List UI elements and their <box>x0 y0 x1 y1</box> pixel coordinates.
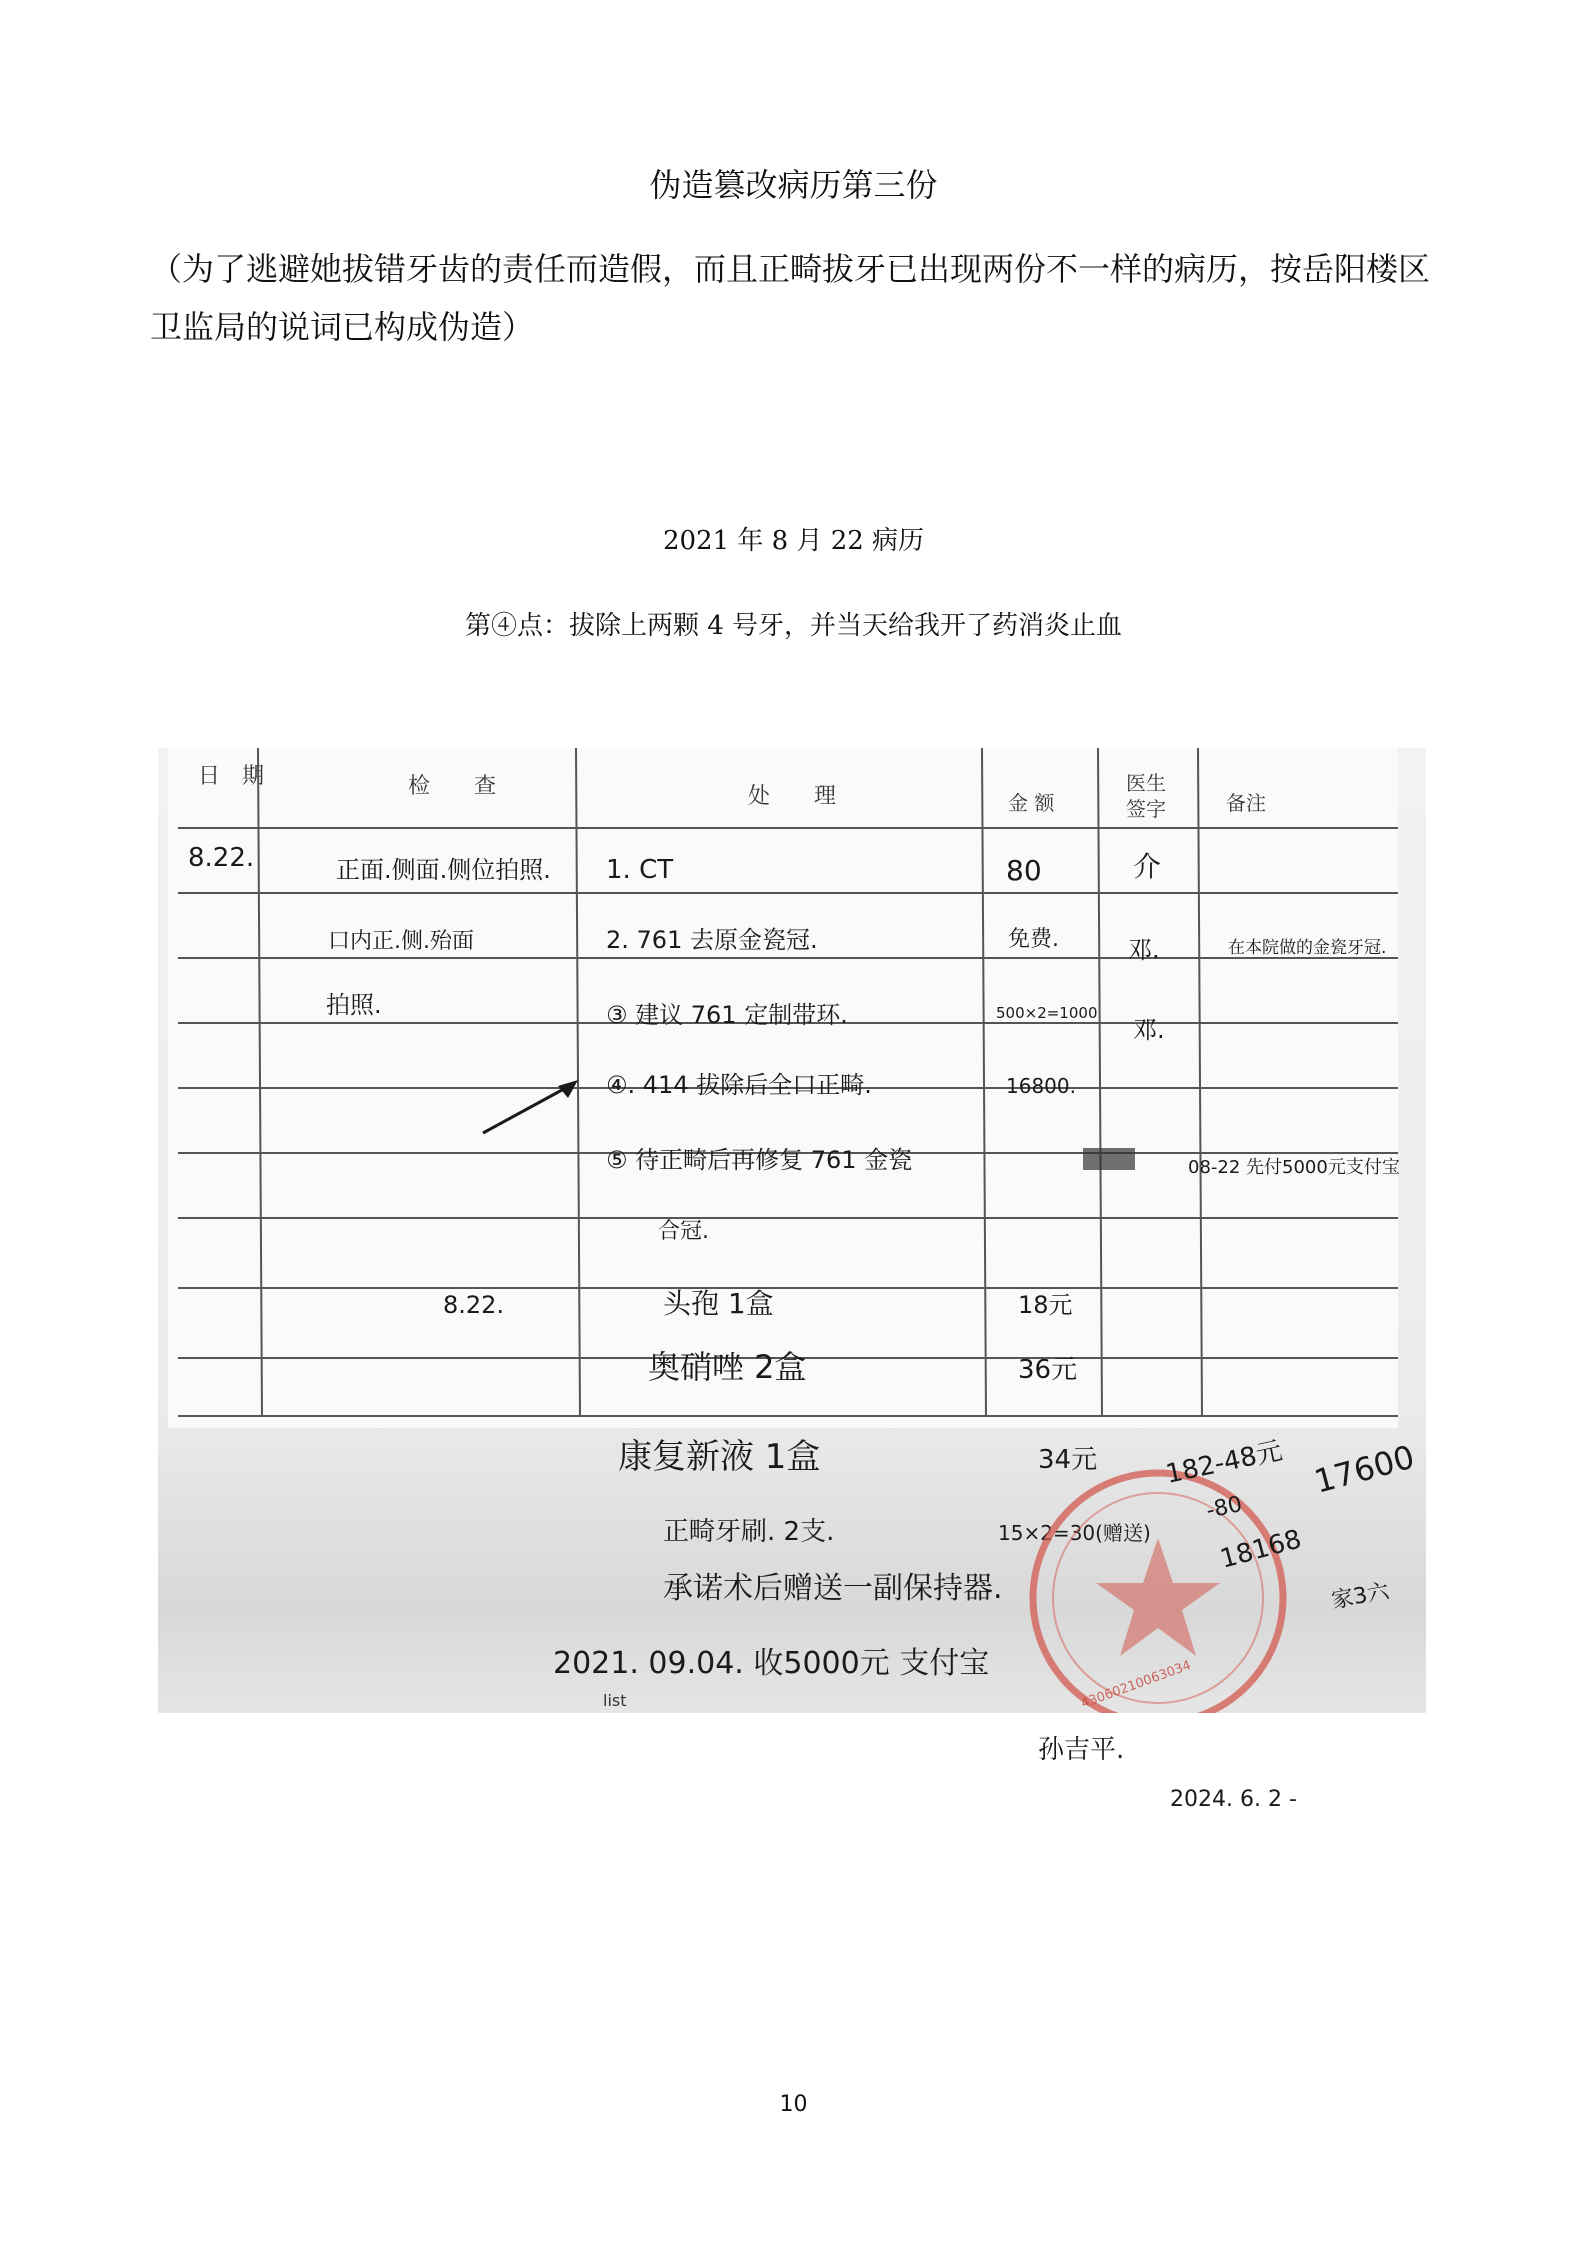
document-title: 伪造篡改病历第三份 <box>649 166 938 204</box>
treatment-2: 2. 761 去原金瓷冠. <box>606 926 818 954</box>
amount-4: 16800. <box>1006 1074 1076 1098</box>
intro-paragraph: （为了逃避她拔错牙齿的责任而造假，而且正畸拔牙已出现两份不一样的病历，按岳阳楼区卫监局的说词已构成伪造） <box>150 250 1431 346</box>
header-remarks: 备注 <box>1226 791 1266 815</box>
medicine-3: 康复新液 1盒 <box>618 1437 821 1477</box>
amount-3: 500×2=1000 <box>996 1004 1098 1022</box>
record-date-caption: 2021 年 8 月 22 病历 <box>662 526 925 556</box>
exam-line-3: 拍照. <box>326 991 382 1019</box>
treatment-4: ④. 414 拔除后全口正畸. <box>606 1071 872 1099</box>
total-subtract: -80 <box>1204 1491 1245 1524</box>
promise-note: 承诺术后赠送一副保持器. <box>663 1571 1003 1606</box>
medicine-3-price: 34元 <box>1038 1445 1098 1475</box>
row-date-1: 8.22. <box>188 843 255 873</box>
clinic-stamp-star <box>1096 1538 1220 1656</box>
medicine-4: 正畸牙刷. 2支. <box>663 1517 835 1547</box>
treatment-3: ③ 建议 761 定制带环. <box>606 1001 848 1029</box>
witness-signature: 孙吉平. <box>1038 1735 1125 1765</box>
remarks-1: 在本院做的金瓷牙冠. <box>1228 938 1387 958</box>
header-doctor-line2: 签字 <box>1126 797 1166 821</box>
point-note: 第④点：拔除上两颗 4 号牙，并当天给我开了药消炎止血 <box>464 611 1123 641</box>
exam-line-2: 口内正.侧.殆面 <box>328 929 474 954</box>
remarks-2: 08-22 先付5000元支付宝 <box>1188 1157 1400 1178</box>
medicine-2-price: 36元 <box>1018 1355 1078 1385</box>
exam-line-1: 正面.侧面.侧位拍照. <box>336 856 551 884</box>
amount-1: 80 <box>1006 854 1042 887</box>
doctor-sign-2: 邓. <box>1128 936 1160 964</box>
header-doctor-line1: 医生 <box>1126 771 1166 795</box>
payment-note: 2021. 09.04. 收5000元 支付宝 <box>553 1646 990 1681</box>
sheet-footer-text: list <box>603 1691 627 1710</box>
treatment-6: 合冠. <box>658 1219 709 1244</box>
total-line: 182-48元 <box>1163 1435 1285 1490</box>
row-date-2: 8.22. <box>443 1291 505 1319</box>
doctor-sign-1: 介 <box>1133 850 1162 883</box>
doctor-sign-3: 邓. <box>1133 1016 1165 1044</box>
header-amount: 金 额 <box>1008 791 1055 815</box>
medicine-1: 头孢 1盒 <box>663 1287 774 1320</box>
treatment-5: ⑤ 待正畸后再修复 761 金瓷 <box>606 1146 913 1174</box>
record-sheet-drawing <box>158 748 1426 1828</box>
header-treatment: 处 理 <box>748 784 837 809</box>
medical-record-photo <box>158 748 1426 1828</box>
side-note: 家3六 <box>1329 1579 1392 1614</box>
amount-2: 免费. <box>1008 927 1059 952</box>
medicine-2: 奥硝唑 2盒 <box>648 1348 807 1386</box>
treatment-1: 1. CT <box>606 855 674 885</box>
clinic-stamp-number: 43060210063034 <box>1079 1658 1194 1712</box>
total-result: 17600 <box>1310 1437 1419 1501</box>
medicine-4-price: 15×2=30(赠送) <box>998 1521 1151 1545</box>
page-number: 10 <box>779 2092 808 2117</box>
total-original: 18168 <box>1217 1524 1305 1575</box>
signature-date: 2024. 6. 2 - <box>1170 1787 1297 1812</box>
header-date: 日 期 <box>198 764 265 789</box>
header-exam: 检 查 <box>408 774 497 799</box>
medicine-1-price: 18元 <box>1018 1291 1073 1319</box>
redacted-mark <box>1083 1148 1135 1170</box>
